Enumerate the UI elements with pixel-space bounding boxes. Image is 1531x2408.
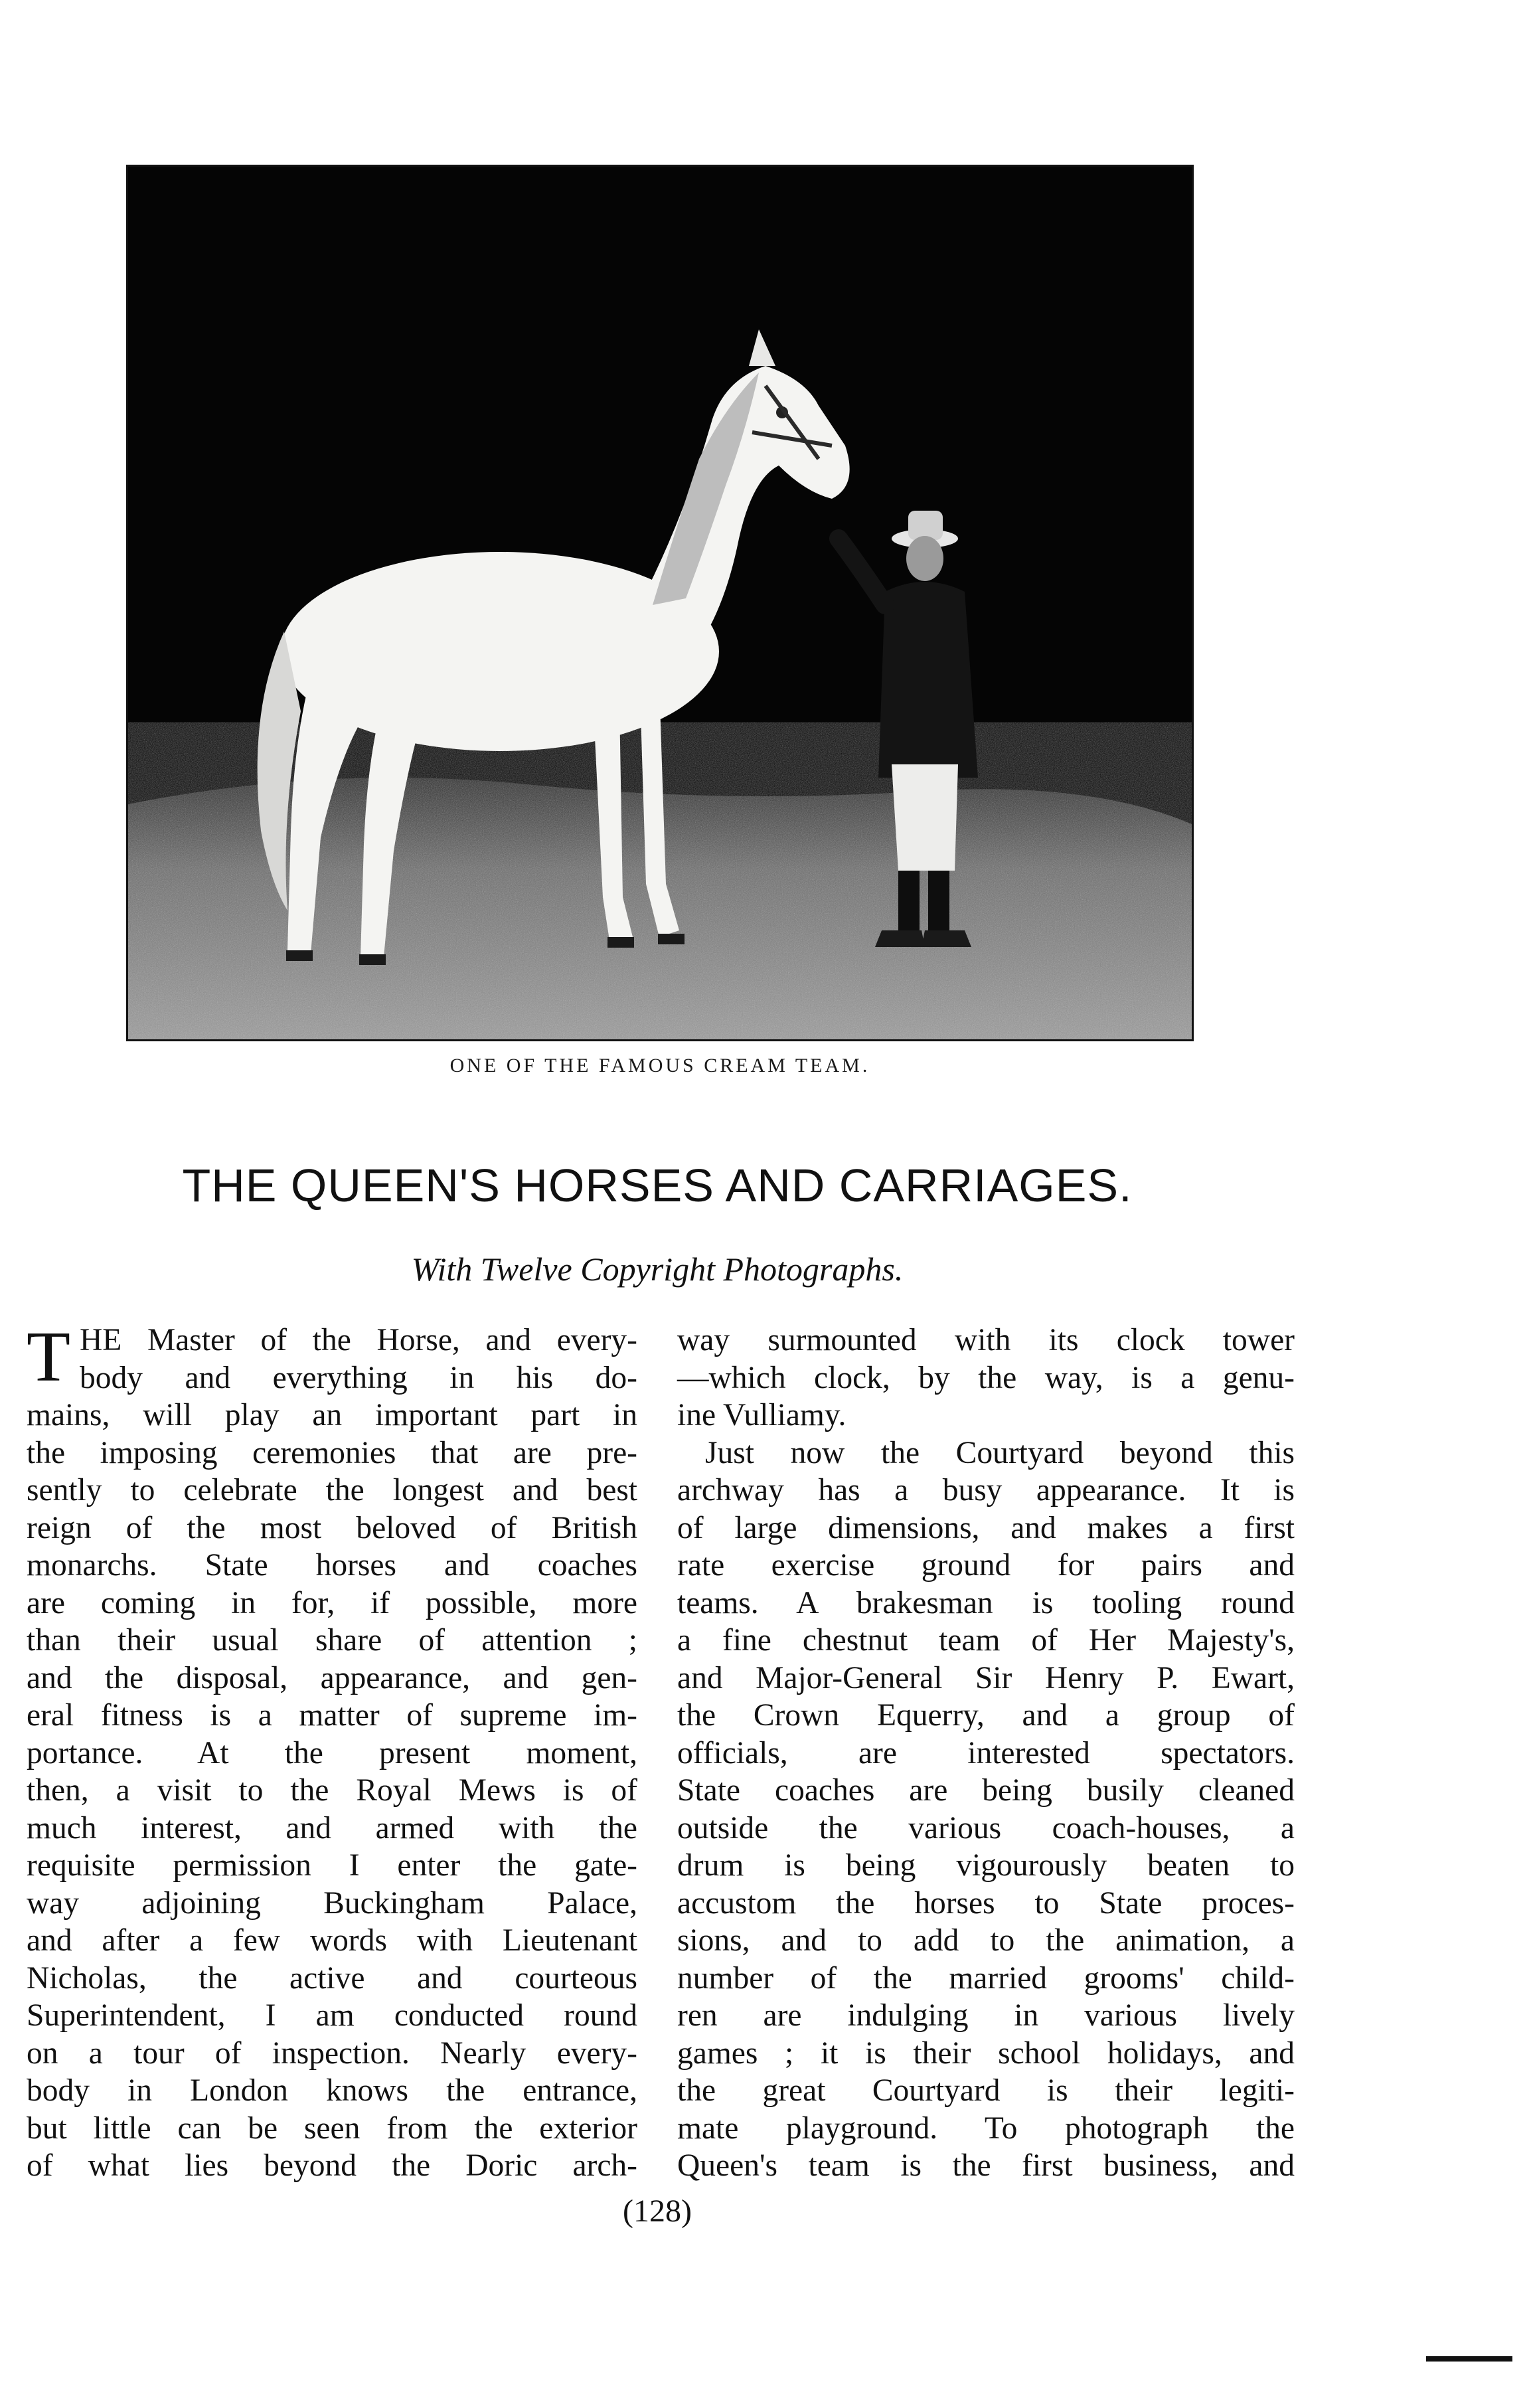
text-line: Queen's team is the first business, and xyxy=(677,2148,1295,2183)
text-line: sions, and to add to the animation, a xyxy=(677,1923,1295,1958)
text-line: portance. At the present moment, xyxy=(27,1735,637,1770)
text-line: number of the married grooms' child- xyxy=(677,1960,1295,1996)
left-column xyxy=(27,1318,637,2185)
text-line: but little can be seen from the exterior xyxy=(27,2110,637,2146)
text-line: the Crown Equerry, and a group of xyxy=(677,1698,1295,1733)
page-number: (128) xyxy=(623,2193,692,2229)
text-line: eral fitness is a matter of supreme im- xyxy=(27,1698,637,1733)
text-line: body in London knows the entrance, xyxy=(27,2073,637,2108)
article-title: THE QUEEN'S HORSES AND CARRIAGES. xyxy=(182,1160,1133,1211)
text-line: State coaches are being busily cleaned xyxy=(677,1773,1295,1808)
right-column xyxy=(677,1322,1295,2185)
text-line: of large dimensions, and makes a first xyxy=(677,1510,1295,1545)
text-line: then, a visit to the Royal Mews is of xyxy=(27,1773,637,1808)
scan-edge-mark xyxy=(1426,2356,1512,2362)
text-line: way adjoining Buckingham Palace, xyxy=(27,1885,637,1921)
text-line: the great Courtyard is their legiti- xyxy=(677,2073,1295,2108)
text-line: Superintendent, I am conducted round xyxy=(27,1998,637,2033)
article-subtitle: With Twelve Copyright Photographs. xyxy=(411,1250,904,1288)
text-line: monarchs. State horses and coaches xyxy=(27,1548,637,1583)
text-line: sently to celebrate the longest and best xyxy=(27,1473,637,1507)
text-line: ren are indulging in various lively xyxy=(677,1998,1295,2033)
text-line: drum is being vigourously beaten to xyxy=(677,1848,1295,1883)
text-line: are coming in for, if possible, more xyxy=(27,1585,637,1620)
text-line: accustom the horses to State proces- xyxy=(677,1885,1295,1921)
text-line: rate exercise ground for pairs and xyxy=(677,1548,1295,1583)
text-line: and the disposal, appearance, and gen- xyxy=(27,1660,637,1695)
text-line: outside the various coach-houses, a xyxy=(677,1810,1295,1846)
horse-and-groom-photo-icon xyxy=(128,167,1192,1039)
text-line: much interest, and armed with the xyxy=(27,1810,637,1846)
text-line: —which clock, by the way, is a genu- xyxy=(677,1360,1295,1395)
text-line: on a tour of inspection. Nearly every- xyxy=(27,2035,637,2071)
text-line: of what lies beyond the Doric arch- xyxy=(27,2148,637,2183)
text-line: mate playground. To photograph the xyxy=(677,2110,1295,2146)
text-line: a fine chestnut team of Her Majesty's, xyxy=(677,1623,1295,1658)
photograph xyxy=(126,165,1194,1041)
text-line: mains, will play an important part in xyxy=(27,1398,637,1432)
text-line: requisite permission I enter the gate- xyxy=(27,1848,637,1883)
text-line: and Major-General Sir Henry P. Ewart, xyxy=(677,1660,1295,1695)
photo-caption: ONE OF THE FAMOUS CREAM TEAM. xyxy=(449,1055,870,1076)
text-line: body and everything in his do- xyxy=(79,1360,637,1395)
text-line: way surmounted with its clock tower xyxy=(677,1323,1295,1357)
text-line: teams. A brakesman is tooling round xyxy=(677,1585,1295,1620)
text-line: archway has a busy appearance. It is xyxy=(677,1473,1295,1507)
text-line: Just now the Courtyard beyond this xyxy=(705,1435,1295,1470)
text-line: games ; it is their school holidays, and xyxy=(677,2035,1295,2071)
text-line: the imposing ceremonies that are pre- xyxy=(27,1435,637,1470)
text-line: reign of the most beloved of British xyxy=(27,1510,637,1545)
text-line: ine Vulliamy. xyxy=(677,1398,846,1432)
dropcap: T xyxy=(27,1318,70,1397)
text-line: than their usual share of attention ; xyxy=(27,1623,637,1658)
text-line: HE Master of the Horse, and every- xyxy=(79,1323,637,1357)
text-line: officials, are interested spectators. xyxy=(677,1735,1295,1770)
text-line: Nicholas, the active and courteous xyxy=(27,1960,637,1996)
text-line: and after a few words with Lieutenant xyxy=(27,1923,637,1958)
